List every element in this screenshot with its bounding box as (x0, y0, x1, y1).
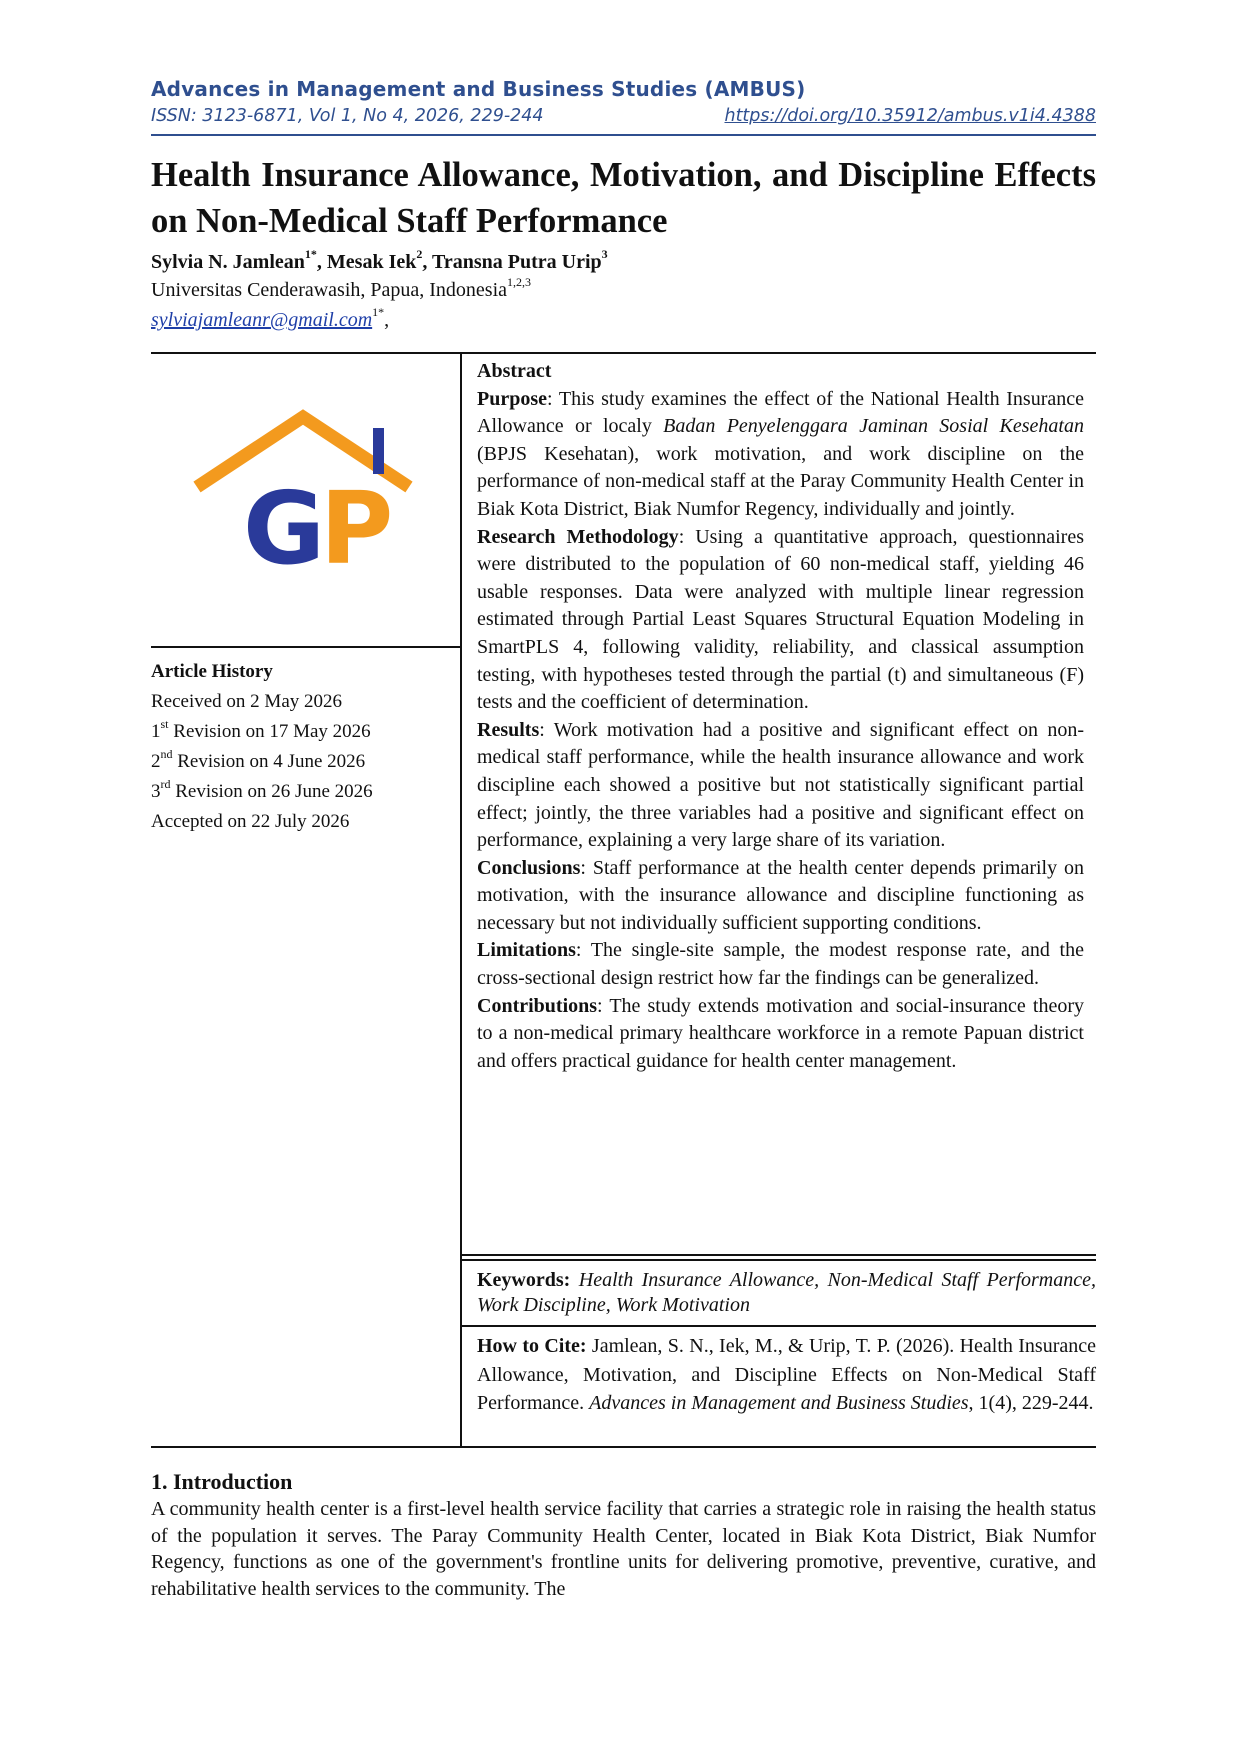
logo-chimney-bar (373, 428, 384, 474)
history-revision-2: 2nd Revision on 4 June 2026 (151, 746, 366, 772)
history-revision-1: 1st Revision on 17 May 2026 (151, 716, 371, 742)
keywords-double-rule-top (461, 1254, 1096, 1256)
author-list: Sylvia N. Jamlean$^{1*}$, Mesak Iek$^2$, Transna Putra Urip$^3$ (151, 247, 608, 273)
keywords-double-rule-bottom (461, 1259, 1096, 1261)
left-column-rule (151, 646, 461, 648)
logo-letter-p: P (320, 470, 394, 575)
abstract-title: Abstract (477, 360, 552, 382)
abstract-purpose: Purpose: This study examines the effect of the National Health Insurance Allowance or localy Badan Penyelenggara Jaminan Sosial Kesehatan (BPJS Kesehatan), work motivation, and work discipline on the performance of non-medical staff at the Paray Community Health Center in Biak Kota District, Biak Numfor Regency, individually and jointly. (477, 387, 1084, 520)
affiliation-mark: 1,2,3 (507, 275, 532, 290)
cite-label: How to Cite: (477, 1335, 587, 1357)
affiliation-text: Universitas Cenderawasih, Papua, Indonesia (151, 279, 508, 301)
abstract-box-top-rule (151, 352, 1096, 354)
doi-link[interactable]: https://doi.org/10.35912/ambus.v1i4.4388 (724, 106, 1096, 126)
abstract-results: Results: Work motivation had a positive and significant effect on non-medical staff performance, while the health insurance allowance and work discipline each showed a positive but not statistically significant partial effect; jointly, the three variables had a positive and significant effect on performance, explaining a very large share of its variation. (477, 718, 1084, 852)
intro-heading: 1. Introduction (151, 1469, 293, 1494)
author-mark: 3 (601, 247, 608, 262)
abstract-methodology: Research Methodology: Using a quantitative approach, questionnaires were distributed to the population of 60 non-medical staff, yielding 46 usable responses. Data were analyzed with multiple linear regression estimated through Partial Least Squares Structural Equation Modeling in SmartPLS 4, following validity, reliability, and classical assumption testing, with hypotheses tested through the partial (t) and simultaneous (F) tests and the coefficient of determination. (477, 525, 1084, 714)
keywords-text: Health Insurance Allowance, Non-Medical Staff Performance, Work Discipline, Work Motivation (477, 1269, 1097, 1316)
logo-letter-g: G (243, 470, 326, 575)
abstract-conclusions: Conclusions: Staff performance at the health center depends primarily on motivation, with the insurance allowance and discipline functioning as necessary but not individually sufficient supporting conditions. (477, 856, 1084, 934)
history-title: Article History (151, 661, 273, 682)
article-history (151, 657, 451, 837)
keywords-label: Keywords: (477, 1269, 571, 1291)
author-name: Transna Putra Urip (432, 251, 602, 273)
keywords (477, 1268, 1096, 1318)
email-link[interactable]: sylviajamleanr@gmail.com (151, 309, 373, 331)
author-mark: 2 (416, 247, 423, 262)
history-revision-3: 3rd Revision on 26 June 2026 (151, 776, 373, 802)
journal-logo (183, 405, 423, 575)
email-line (151, 305, 390, 332)
how-to-cite: How to Cite: Jamlean, S. N., Iek, M., & Urip, T. P. (2026). Health Insurance Allowance, Motivation, and Discipline Effects on Non-Medical Staff Performance. Advances in Management and Business Studies, 1(4), 229-244. (477, 1335, 1097, 1414)
journal-info-line (151, 106, 1096, 126)
cite-rule (461, 1325, 1096, 1327)
column-divider (460, 353, 462, 1447)
author-mark: 1* (304, 247, 317, 262)
abstract-contributions: Contributions: The study extends motivation and social-insurance theory to a non-medical primary healthcare workforce in a remote Papuan district and offers practical guidance for health center management. (477, 994, 1084, 1072)
issn-line: ISSN: 3123-6871, Vol 1, No 4, 2026, 229-244 (151, 106, 544, 126)
header-rule (151, 134, 1096, 136)
history-received: Received on 2 May 2026 (151, 691, 343, 712)
paper-title: Health Insurance Allowance, Motivation, and Discipline Effects on Non-Medical Staff Performance (151, 156, 1096, 240)
abstract (477, 358, 1084, 1075)
author-name: Sylvia N. Jamlean (151, 251, 305, 273)
history-accepted: Accepted on 22 July 2026 (151, 811, 350, 832)
abstract-limitations: Limitations: The single-site sample, the modest response rate, and the cross-sectional design restrict how far the findings can be generalized. (477, 939, 1084, 990)
email-mark: 1* (372, 305, 385, 320)
journal-name: Advances in Management and Business Studies (AMBUS) (151, 77, 806, 101)
intro-paragraph: A community health center is a first-level health service facility that carries a strategic role in raising the health status of the population it serves. The Paray Community Health Center, located in Biak Kota District, Biak Numfor Regency, functions as one of the government's frontline units for delivering promotive, preventive, curative, and rehabilitative health services to the community. The (151, 1498, 1096, 1600)
affiliation (151, 275, 532, 302)
abstract-box-bottom-rule (151, 1446, 1096, 1448)
email-suffix: , (384, 309, 390, 331)
author-name: Mesak Iek (326, 251, 417, 273)
